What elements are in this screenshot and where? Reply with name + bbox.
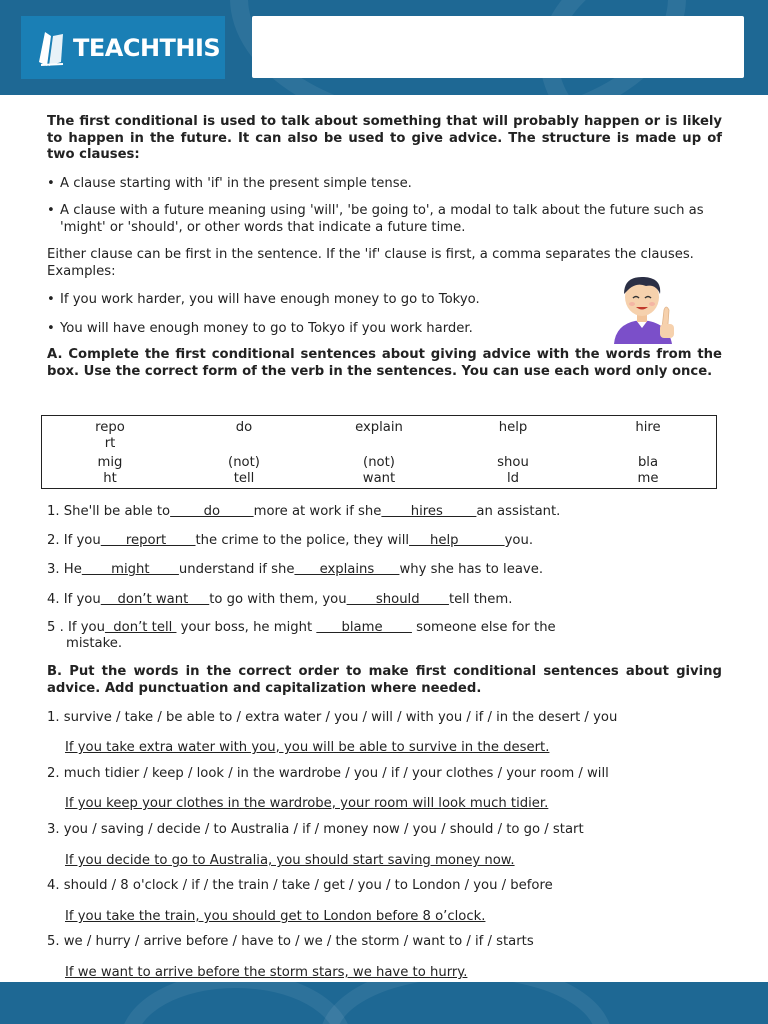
exercise-text: your boss, he might (176, 620, 317, 635)
exercise-b-question: 5. we / hurry / arrive before / have to / we / the storm / want to / if / starts (47, 934, 534, 949)
answer-blank[interactable]: don’t want (100, 592, 210, 607)
exercise-text: you. (504, 533, 534, 548)
exercise-b-question: 2. much tidier / keep / look / in the wardrobe / you / if / your clothes / your room / will (47, 766, 609, 781)
name-field[interactable] (252, 16, 744, 78)
page-footer (0, 982, 768, 1024)
answer-blank[interactable]: do (170, 504, 254, 519)
word-box-word: hire (635, 420, 661, 435)
word-box (41, 415, 717, 489)
exercise-b-question: 4. should / 8 o'clock / if / the train / take / get / you / to London / you / before (47, 878, 553, 893)
answer-blank[interactable]: report (100, 533, 196, 548)
footer-decoration (120, 982, 352, 1024)
section-b-heading: B. Put the words in the correct order to make first conditional sentences about giving advice. Add punctuation and capitalization where needed. (47, 664, 722, 696)
exercise-b-question: 1. survive / take / be able to / extra water / you / will / with you / if / in the desert / you (47, 710, 618, 725)
word-box-word: explain (355, 420, 403, 435)
exercise-text: 5 . If you (47, 620, 105, 635)
either-text: Either clause can be first in the sentence. If the 'if' clause is first, a comma separates the clauses. Examples: (47, 247, 694, 279)
word-box-word: (not) want (362, 455, 396, 486)
exercise-text: 4. If you (47, 592, 101, 607)
section-b (47, 664, 722, 697)
exercise-b-answer[interactable]: If you take the train, you should get to London before 8 o’clock. (65, 909, 486, 924)
exercise-text: 3. He (47, 562, 82, 577)
word-box-word: mig ht (97, 455, 123, 486)
intro-text: The first conditional is used to talk about something that will probably happen or is likely to happen in the future. It can also be used to give advice. The structure is made up of two clauses: (47, 114, 722, 162)
rule-bullet: • A clause with a future meaning using 'will', 'be going to', a modal to talk about the future such as 'might' or 'should', or other words that indicate a future time. (47, 203, 722, 236)
answer-blank[interactable]: blame (316, 620, 412, 635)
exercise-a-item (47, 504, 560, 520)
exercise-a-item (47, 562, 543, 578)
exercise-text-continued: mistake. (66, 636, 123, 651)
boy-illustration (606, 272, 680, 344)
word-box-word: bla me (637, 455, 659, 486)
example-bullet: • If you work harder, you will have enough money to go to Tokyo. (47, 292, 722, 309)
exercise-text: 2. If you (47, 533, 101, 548)
section-a-heading: A. Complete the first conditional sentences about giving advice with the words from the box. Use the correct form of the verb in the sentences. You can use each word only once. (47, 347, 722, 379)
exercise-text: the crime to the police, they will (195, 533, 410, 548)
example-bullet: • You will have enough money to go to Tokyo if you work harder. (47, 321, 722, 338)
answer-blank[interactable]: explains (294, 562, 400, 577)
page-header (0, 0, 768, 95)
word-box-word: help (498, 420, 528, 435)
exercise-text: why she has to leave. (399, 562, 544, 577)
answer-blank[interactable]: might (81, 562, 179, 577)
rule-bullet: • A clause starting with 'if' in the present simple tense. (47, 176, 722, 193)
exercise-b-answer[interactable]: If you decide to go to Australia, you should start saving money now. (65, 853, 515, 868)
exercise-text: to go with them, you (209, 592, 347, 607)
word-box-word: do (235, 420, 253, 435)
footer-decoration (320, 982, 612, 1024)
answer-blank[interactable]: hires (381, 504, 477, 519)
exercise-text: tell them. (448, 592, 513, 607)
exercise-b-answer[interactable]: If you keep your clothes in the wardrobe, your room will look much tidier. (65, 796, 549, 811)
answer-blank[interactable]: help (409, 533, 505, 548)
exercise-text: 1. She'll be able to (47, 504, 171, 519)
word-box-word: repo rt (95, 420, 125, 451)
exercise-a-item (47, 592, 512, 608)
logo (21, 16, 225, 79)
word-box-word: (not) tell (228, 455, 260, 486)
book-icon (35, 28, 67, 68)
answer-blank[interactable]: don’t tell (104, 620, 177, 635)
answer-blank[interactable]: should (346, 592, 449, 607)
exercise-b-answer[interactable]: If you take extra water with you, you will be able to survive in the desert. (65, 740, 550, 755)
exercise-text: an assistant. (476, 504, 561, 519)
exercise-text: someone else for the (411, 620, 556, 635)
word-box-word: shou ld (497, 455, 529, 486)
logo-text: TEACHTHIS (73, 33, 221, 62)
exercise-b-answer[interactable]: If we want to arrive before the storm stars, we have to hurry. (65, 965, 468, 980)
exercise-text: understand if she (178, 562, 295, 577)
exercise-text: more at work if she (253, 504, 382, 519)
exercise-a-item (47, 533, 533, 549)
exercise-b-question: 3. you / saving / decide / to Australia / if / money now / you / should / to go / start (47, 822, 584, 837)
exercise-a-item (47, 620, 556, 636)
